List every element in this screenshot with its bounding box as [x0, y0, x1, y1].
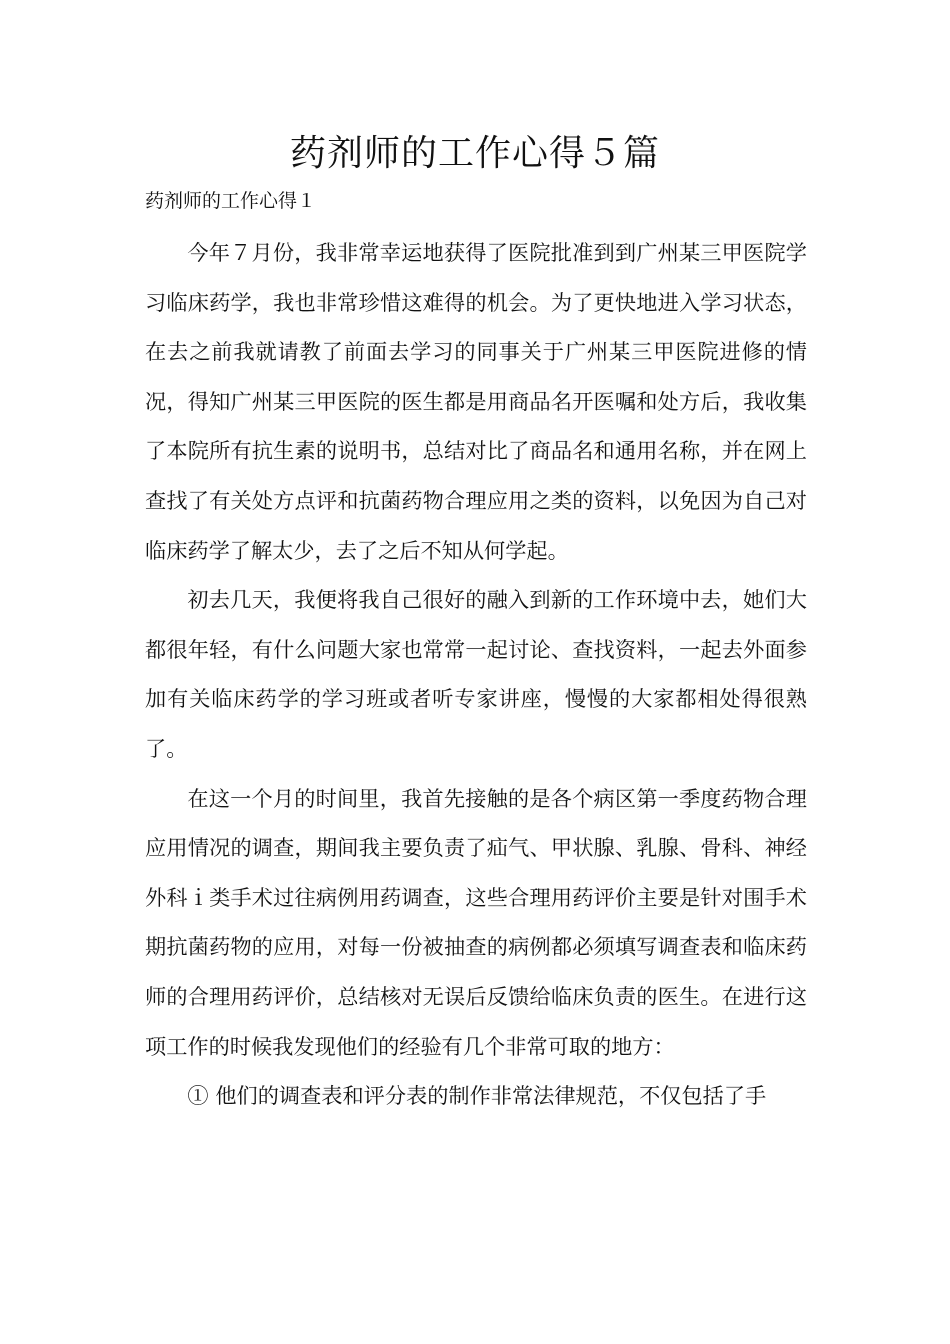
paragraph-3: 在这一个月的时间里，我首先接触的是各个病区第一季度药物合理应用情况的调查，期间我主要负责了疝气、甲状腺、乳腺、骨科、神经外科ｉ类手术过往病例用药调查，这些合理用药评价主要是针对围手术期抗菌药物的应用，对每一份被抽查的病例都必须填写调查表和临床药师的合理用药评价，总结核对无误后反馈给临床负责的医生。在进行这项工作的时候我发现他们的经验有几个非常可取的地方： [145, 785, 807, 1059]
document-body [145, 228, 807, 1121]
section-heading: 药剂师的工作心得１ [145, 190, 317, 212]
paragraph-1: 今年７月份，我非常幸运地获得了医院批准到到广州某三甲医院学习临床药学，我也非常珍惜这难得的机会。为了更快地进入学习状态，在去之前我就请教了前面去学习的同事关于广州某三甲医院进修的情况，得知广州某三甲医院的医生都是用商品名开医嘱和处方后，我收集了本院所有抗生素的说明书，总结对比了商品名和通用名称，并在网上查找了有关处方点评和抗菌药物合理应用之类的资料，以免因为自己对临床药学了解太少，去了之后不知从何学起。 [145, 240, 807, 563]
paragraph-4: ① 他们的调查表和评分表的制作非常法律规范，不仅包括了手 [187, 1083, 767, 1109]
document-title: 药剂师的工作心得５篇 [289, 133, 660, 174]
paragraph-2: 初去几天，我便将我自己很好的融入到新的工作环境中去，她们大都很年轻，有什么问题大家也常常一起讨论、查找资料，一起去外面参加有关临床药学的学习班或者听专家讲座，慢慢的大家都相处得很熟了。 [145, 587, 807, 761]
